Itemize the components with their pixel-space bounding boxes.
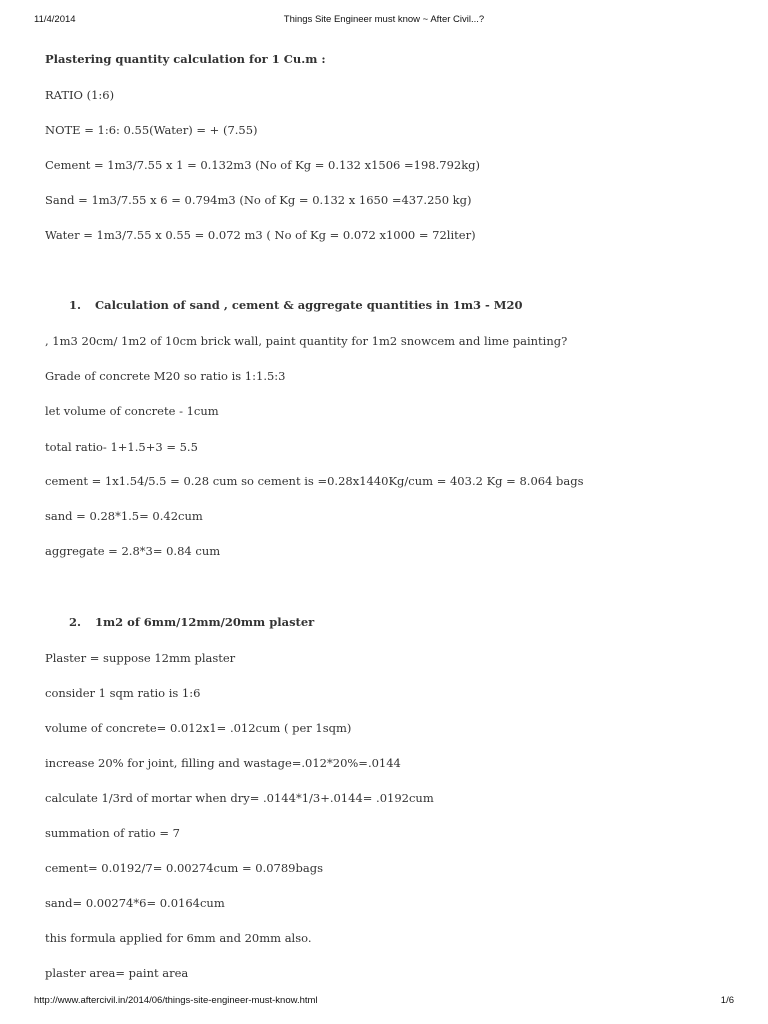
section-2-number: 2. [69, 615, 82, 629]
section-2-line: this formula applied for 6mm and 20mm also. [45, 931, 312, 945]
plastering-sand: Sand = 1m3/7.55 x 6 = 0.794m3 (No of Kg = 0.132 x 1650 =437.250 kg) [45, 193, 472, 207]
plastering-note: NOTE = 1:6: 0.55(Water) = + (7.55) [45, 123, 258, 137]
plastering-ratio: RATIO (1:6) [45, 88, 115, 102]
plastering-heading: Plastering quantity calculation for 1 Cu.m : [45, 52, 326, 66]
section-2-line: sand= 0.00274*6= 0.0164cum [45, 896, 225, 910]
section-2-line: Plaster = suppose 12mm plaster [45, 651, 236, 665]
section-1-line: let volume of concrete - 1cum [45, 404, 219, 418]
print-footer [0, 995, 768, 1009]
section-1-line: Grade of concrete M20 so ratio is 1:1.5:3 [45, 369, 286, 383]
print-page-title: Things Site Engineer must know ~ After Civil...? [283, 14, 485, 25]
section-1-number: 1. [69, 298, 82, 312]
section-1-line: , 1m3 20cm/ 1m2 of 10cm brick wall, paint quantity for 1m2 snowcem and lime painting? [45, 334, 568, 348]
section-2-line: plaster area= paint area [45, 966, 189, 980]
plastering-water: Water = 1m3/7.55 x 0.55 = 0.072 m3 ( No of Kg = 0.072 x1000 = 72liter) [45, 228, 476, 242]
section-2-line: summation of ratio = 7 [45, 826, 180, 840]
plastering-cement: Cement = 1m3/7.55 x 1 = 0.132m3 (No of Kg = 0.132 x1506 =198.792kg) [45, 158, 481, 172]
section-1-title: Calculation of sand , cement & aggregate quantities in 1m3 - M20 [95, 298, 523, 312]
section-2-line: increase 20% for joint, filling and wastage=.012*20%=.0144 [45, 756, 401, 770]
print-url: http://www.aftercivil.in/2014/06/things-site-engineer-must-know.html [34, 995, 318, 1006]
section-1-line: cement = 1x1.54/5.5 = 0.28 cum so cement is =0.28x1440Kg/cum = 403.2 Kg = 8.064 bags [45, 474, 584, 488]
section-2-line: volume of concrete= 0.012x1= .012cum ( per 1sqm) [45, 721, 352, 735]
print-header [0, 14, 768, 28]
page-number: 1/6 [720, 995, 734, 1006]
section-2-title: 1m2 of 6mm/12mm/20mm plaster [95, 615, 315, 629]
section-1-line: sand = 0.28*1.5= 0.42cum [45, 509, 203, 523]
print-date: 11/4/2014 [34, 14, 76, 25]
section-1-line: total ratio- 1+1.5+3 = 5.5 [45, 440, 198, 454]
section-2-line: consider 1 sqm ratio is 1:6 [45, 686, 201, 700]
section-2-line: cement= 0.0192/7= 0.00274cum = 0.0789bags [45, 861, 323, 875]
section-2-line: calculate 1/3rd of mortar when dry= .0144*1/3+.0144= .0192cum [45, 791, 434, 805]
section-1-line: aggregate = 2.8*3= 0.84 cum [45, 544, 221, 558]
